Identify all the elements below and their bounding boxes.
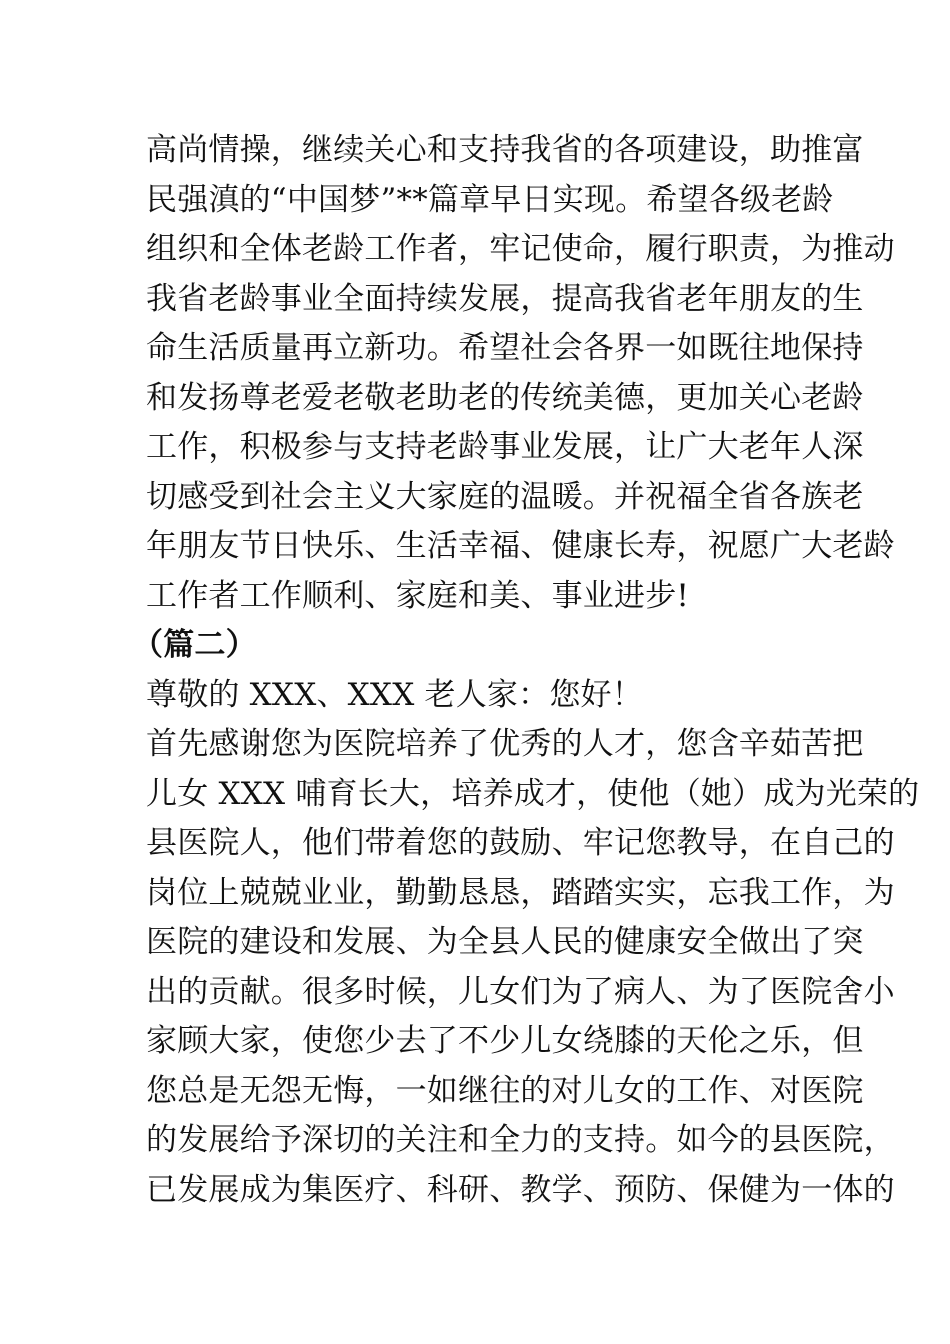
paragraph-line: 首先感谢您为医院培养了优秀的人才，您含辛茹苦把 <box>146 726 864 762</box>
paragraph-line: 和发扬尊老爱老敬老助老的传统美德，更加关心老龄 <box>146 379 864 416</box>
paragraph-line: 命生活质量再立新功。希望社会各界一如既往地保持 <box>146 330 864 366</box>
paragraph-line: 家顾大家，使您少去了不少儿女绕膝的天伦之乐，但 <box>146 1023 864 1059</box>
document-body <box>132 126 920 1215</box>
paragraph-line: 我省老龄事业全面持续发展，提高我省老年朋友的生 <box>146 280 864 317</box>
paragraph-line: 已发展成为集医疗、科研、教学、预防、保健为一体的 <box>146 1171 895 1208</box>
paragraph-line: 您总是无怨无悔，一如继往的对儿女的工作、对医院 <box>146 1072 864 1109</box>
paragraph-line: 高尚情操，继续关心和支持我省的各项建设，助推富 <box>146 132 864 168</box>
section-heading: （篇二） <box>132 627 257 663</box>
paragraph-line: 工作者工作顺利、家庭和美、事业进步! <box>146 577 690 614</box>
paragraph-line: 出的贡献。很多时候，儿女们为了病人、为了医院舍小 <box>146 973 895 1010</box>
paragraph-line: 儿女 XXX 哺育长大，培养成才，使他（她）成为光荣的 <box>146 775 920 812</box>
paragraph-line: 切感受到社会主义大家庭的温暖。并祝福全省各族老 <box>146 478 864 515</box>
paragraph-line: 的发展给予深切的关注和全力的支持。如今的县医院， <box>146 1122 895 1158</box>
paragraph-line: 民强滇的“中国梦”**篇章早日实现。希望各级老龄 <box>146 181 834 218</box>
paragraph-line: 工作，积极参与支持老龄事业发展，让广大老年人深 <box>146 429 864 465</box>
paragraph-line: 县医院人，他们带着您的鼓励、牢记您教导，在自己的 <box>146 825 895 861</box>
greeting-line: 尊敬的 XXX、XXX 老人家：您好！ <box>146 676 643 713</box>
paragraph-line: 医院的建设和发展、为全县人民的健康安全做出了突 <box>146 924 864 960</box>
paragraph-line: 组织和全体老龄工作者，牢记使命，履行职责，为推动 <box>146 231 895 267</box>
paragraph-line: 岗位上兢兢业业，勤勤恳恳，踏踏实实，忘我工作，为 <box>146 874 895 911</box>
paragraph-line: 年朋友节日快乐、生活幸福、健康长寿，祝愿广大老龄 <box>146 528 895 564</box>
